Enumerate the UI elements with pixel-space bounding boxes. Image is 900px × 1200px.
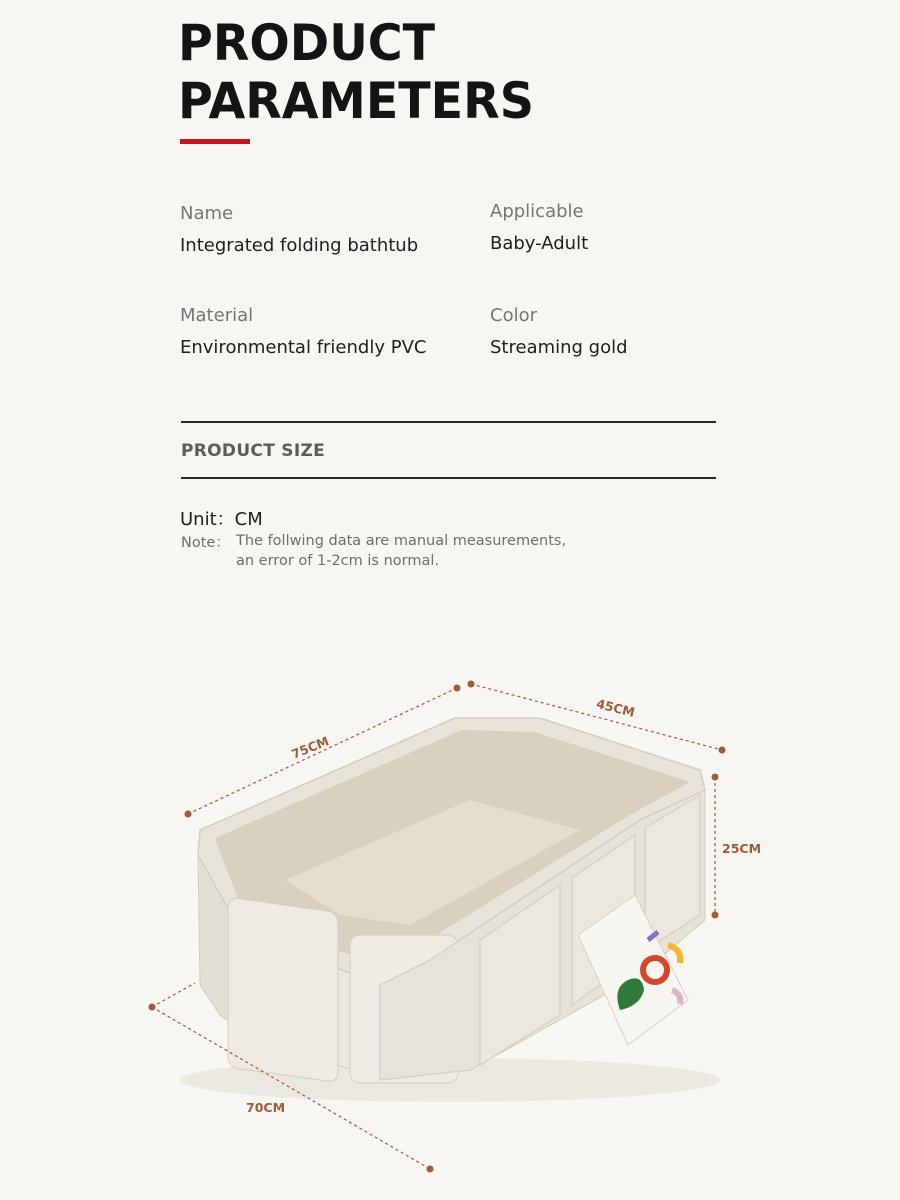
param-applicable-label: Applicable (490, 201, 584, 222)
dim-length-bottom: 70CM (246, 1100, 286, 1115)
front-panel-1 (228, 897, 338, 1082)
unit-value: CM (234, 509, 263, 530)
note-line-1: The follwing data are manual measurements, (236, 533, 567, 549)
param-color-label: Color (490, 305, 537, 326)
title-line-2: PARAMETERS (178, 72, 534, 130)
param-name (180, 202, 418, 258)
note-text (236, 531, 566, 571)
param-material-value: Environmental friendly PVC (180, 337, 427, 358)
section-title-product-size: PRODUCT SIZE (181, 441, 326, 461)
dim-width: 45CM (594, 695, 637, 720)
dim-length-top: 75CM (289, 733, 332, 762)
unit-line (180, 505, 263, 531)
note-line-2: an error of 1-2cm is normal. (236, 553, 439, 569)
param-material (180, 304, 426, 360)
note-label: Note： (181, 535, 230, 551)
page-title (178, 14, 534, 130)
param-material-label: Material (180, 305, 254, 326)
param-applicable-value: Baby-Adult (490, 233, 589, 254)
param-applicable (490, 200, 588, 256)
param-name-value: Integrated folding bathtub (180, 235, 419, 256)
param-color-value: Streaming gold (490, 337, 628, 358)
title-line-1: PRODUCT (178, 14, 436, 72)
bathtub-dimension-diagram (0, 600, 900, 1200)
param-color (490, 304, 628, 360)
title-accent-bar (180, 139, 250, 144)
param-name-label: Name (180, 203, 234, 224)
divider-top (181, 421, 716, 423)
unit-label: Unit： (180, 509, 235, 530)
dim-height: 25CM (722, 841, 762, 856)
divider-bottom (181, 477, 716, 479)
